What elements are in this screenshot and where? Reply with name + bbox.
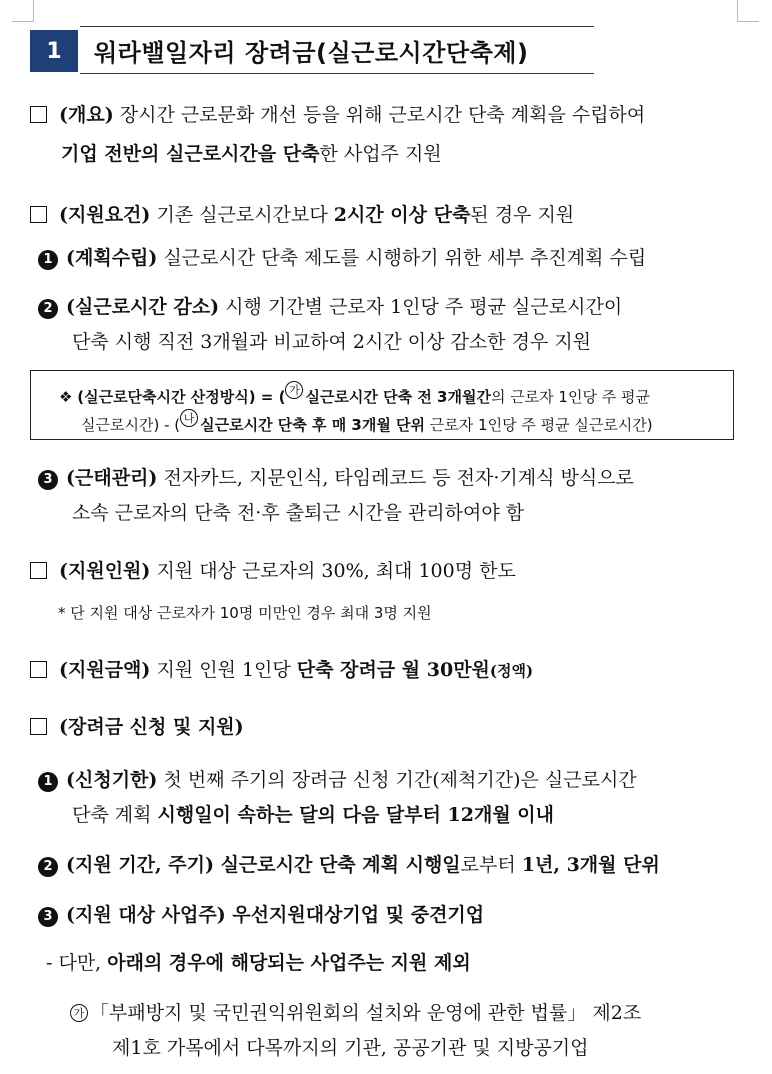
exception-text: 다만, xyxy=(52,952,108,974)
amount-suffix: (정액) xyxy=(489,662,534,680)
item-label: (근태관리) xyxy=(66,467,158,489)
filled-number-icon: 3 xyxy=(38,470,58,490)
overview-line-2 xyxy=(61,139,772,166)
item-label: (지원 기간, 주기) xyxy=(66,854,214,876)
calculation-note-box xyxy=(30,370,734,440)
requirements-bold: 2시간 이상 단축 xyxy=(333,204,471,226)
item-text: 실근로시간 단축 제도를 시행하기 위한 세부 추진계획 수립 xyxy=(157,247,647,269)
exception-line xyxy=(46,948,772,975)
application-heading xyxy=(30,712,772,739)
requirements-label: (지원요건) xyxy=(59,204,151,226)
page-corner-mark xyxy=(737,0,759,22)
note-text: 실근로시간) - ( xyxy=(81,416,181,434)
application-item-1 xyxy=(38,765,772,792)
application-item-2 xyxy=(38,850,772,877)
requirement-item-3-line-2 xyxy=(72,498,772,525)
requirement-item-2-line-2 xyxy=(72,327,772,354)
item-label: (실근로시간 감소) xyxy=(66,296,220,318)
overview-line-1 xyxy=(30,100,772,127)
item-text: 소속 근로자의 단축 전·후 출퇴근 시간을 관리하여야 함 xyxy=(72,502,525,524)
circled-letter-icon: 가 xyxy=(285,381,303,399)
filled-number-icon: 2 xyxy=(38,857,58,877)
requirements-text: 기존 실근로시간보다 xyxy=(150,204,334,226)
checkbox-square-icon xyxy=(30,718,47,735)
item-text: 첫 번째 주기의 장려금 신청 기간(제척기간)은 실근로시간 xyxy=(157,769,637,791)
item-bold: 1년, 3개월 단위 xyxy=(521,854,660,876)
note-label: (실근로단축시간 산정방식) = ( xyxy=(77,388,286,406)
item-text: 전자카드, 지문인식, 타임레코드 등 전자·기계식 방식으로 xyxy=(157,467,634,489)
item-text: 단축 시행 직전 3개월과 비교하여 2시간 이상 감소한 경우 지원 xyxy=(72,331,592,353)
item-label: (신청기한) xyxy=(66,769,158,791)
amount-bold: 단축 장려금 월 30만원 xyxy=(296,659,490,681)
section-title-text: 워라밸일자리 장려금(실근로시간단축제) xyxy=(94,39,529,67)
checkbox-square-icon xyxy=(30,106,47,123)
note-line-1 xyxy=(59,381,650,407)
item-bold: 시행일이 속하는 달의 다음 달부터 12개월 이내 xyxy=(157,804,555,826)
diamond-bullet-icon: ❖ xyxy=(59,388,73,406)
item-text: 단축 계획 xyxy=(72,804,158,826)
personnel-label: (지원인원) xyxy=(59,560,151,582)
filled-number-icon: 1 xyxy=(38,772,58,792)
filled-number-icon: 3 xyxy=(38,907,58,927)
filled-number-icon: 2 xyxy=(38,299,58,319)
checkbox-square-icon xyxy=(30,562,47,579)
amount-text: 지원 인원 1인당 xyxy=(150,659,297,681)
circled-letter-icon: 나 xyxy=(180,409,198,427)
overview-rest: 한 사업주 지원 xyxy=(319,143,442,165)
note-bold: 실근로시간 단축 후 매 3개월 단위 xyxy=(200,416,426,434)
requirements-line xyxy=(30,200,772,227)
note-text: 의 근로자 1인당 주 평균 xyxy=(490,388,650,406)
requirement-item-1 xyxy=(38,243,772,270)
application-item-3 xyxy=(38,900,772,927)
exception-sub-item-line-2 xyxy=(112,1033,772,1060)
item-label: (지원 대상 사업주) xyxy=(66,904,226,926)
note-line-2 xyxy=(81,409,653,435)
page-corner-mark xyxy=(12,0,34,22)
item-text: 로부터 xyxy=(460,854,522,876)
section-title xyxy=(30,26,594,74)
circled-letter-icon: 가 xyxy=(70,1004,88,1022)
item-bold: 실근로시간 단축 계획 시행일 xyxy=(213,854,461,876)
requirement-item-3 xyxy=(38,463,772,490)
application-label: (장려금 신청 및 지원) xyxy=(59,716,244,738)
overview-text: 장시간 근로문화 개선 등을 위해 근로시간 단축 계획을 수립하여 xyxy=(113,104,646,126)
exception-sub-text: 제1호 가목에서 다목까지의 기관, 공공기관 및 지방공기업 xyxy=(112,1037,589,1059)
personnel-footnote: * 단 지원 대상 근로자가 10명 미만인 경우 최대 3명 지원 xyxy=(58,604,432,622)
item-label: (계획수립) xyxy=(66,247,158,269)
personnel-line xyxy=(30,556,772,583)
requirements-text-end: 된 경우 지원 xyxy=(470,204,575,226)
requirement-item-2 xyxy=(38,292,772,319)
amount-line xyxy=(30,655,772,682)
note-bold: 실근로시간 단축 전 3개월간 xyxy=(305,388,491,406)
item-bold: 우선지원대상기업 및 중견기업 xyxy=(225,904,485,926)
section-number: 1 xyxy=(30,30,78,72)
checkbox-square-icon xyxy=(30,661,47,678)
exception-bold: 아래의 경우에 해당되는 사업주는 지원 제외 xyxy=(107,952,471,974)
checkbox-square-icon xyxy=(30,206,47,223)
personnel-text: 지원 대상 근로자의 30%, 최대 100명 한도 xyxy=(150,560,516,582)
title-rule-bottom xyxy=(80,73,594,74)
amount-label: (지원금액) xyxy=(59,659,151,681)
note-text: 근로자 1인당 주 평균 실근로시간) xyxy=(425,416,653,434)
exception-sub-text: 「부패방지 및 국민권익위원회의 설치와 운영에 관한 법률」 제2조 xyxy=(90,1002,642,1024)
exception-sub-item xyxy=(70,998,772,1025)
dash-bullet: - xyxy=(46,952,53,974)
overview-bold: 기업 전반의 실근로시간을 단축 xyxy=(61,143,320,165)
item-text: 시행 기간별 근로자 1인당 주 평균 실근로시간이 xyxy=(219,296,623,318)
overview-label: (개요) xyxy=(59,104,114,126)
application-item-1-line-2 xyxy=(72,800,772,827)
filled-number-icon: 1 xyxy=(38,250,58,270)
title-rule-top xyxy=(80,26,594,27)
